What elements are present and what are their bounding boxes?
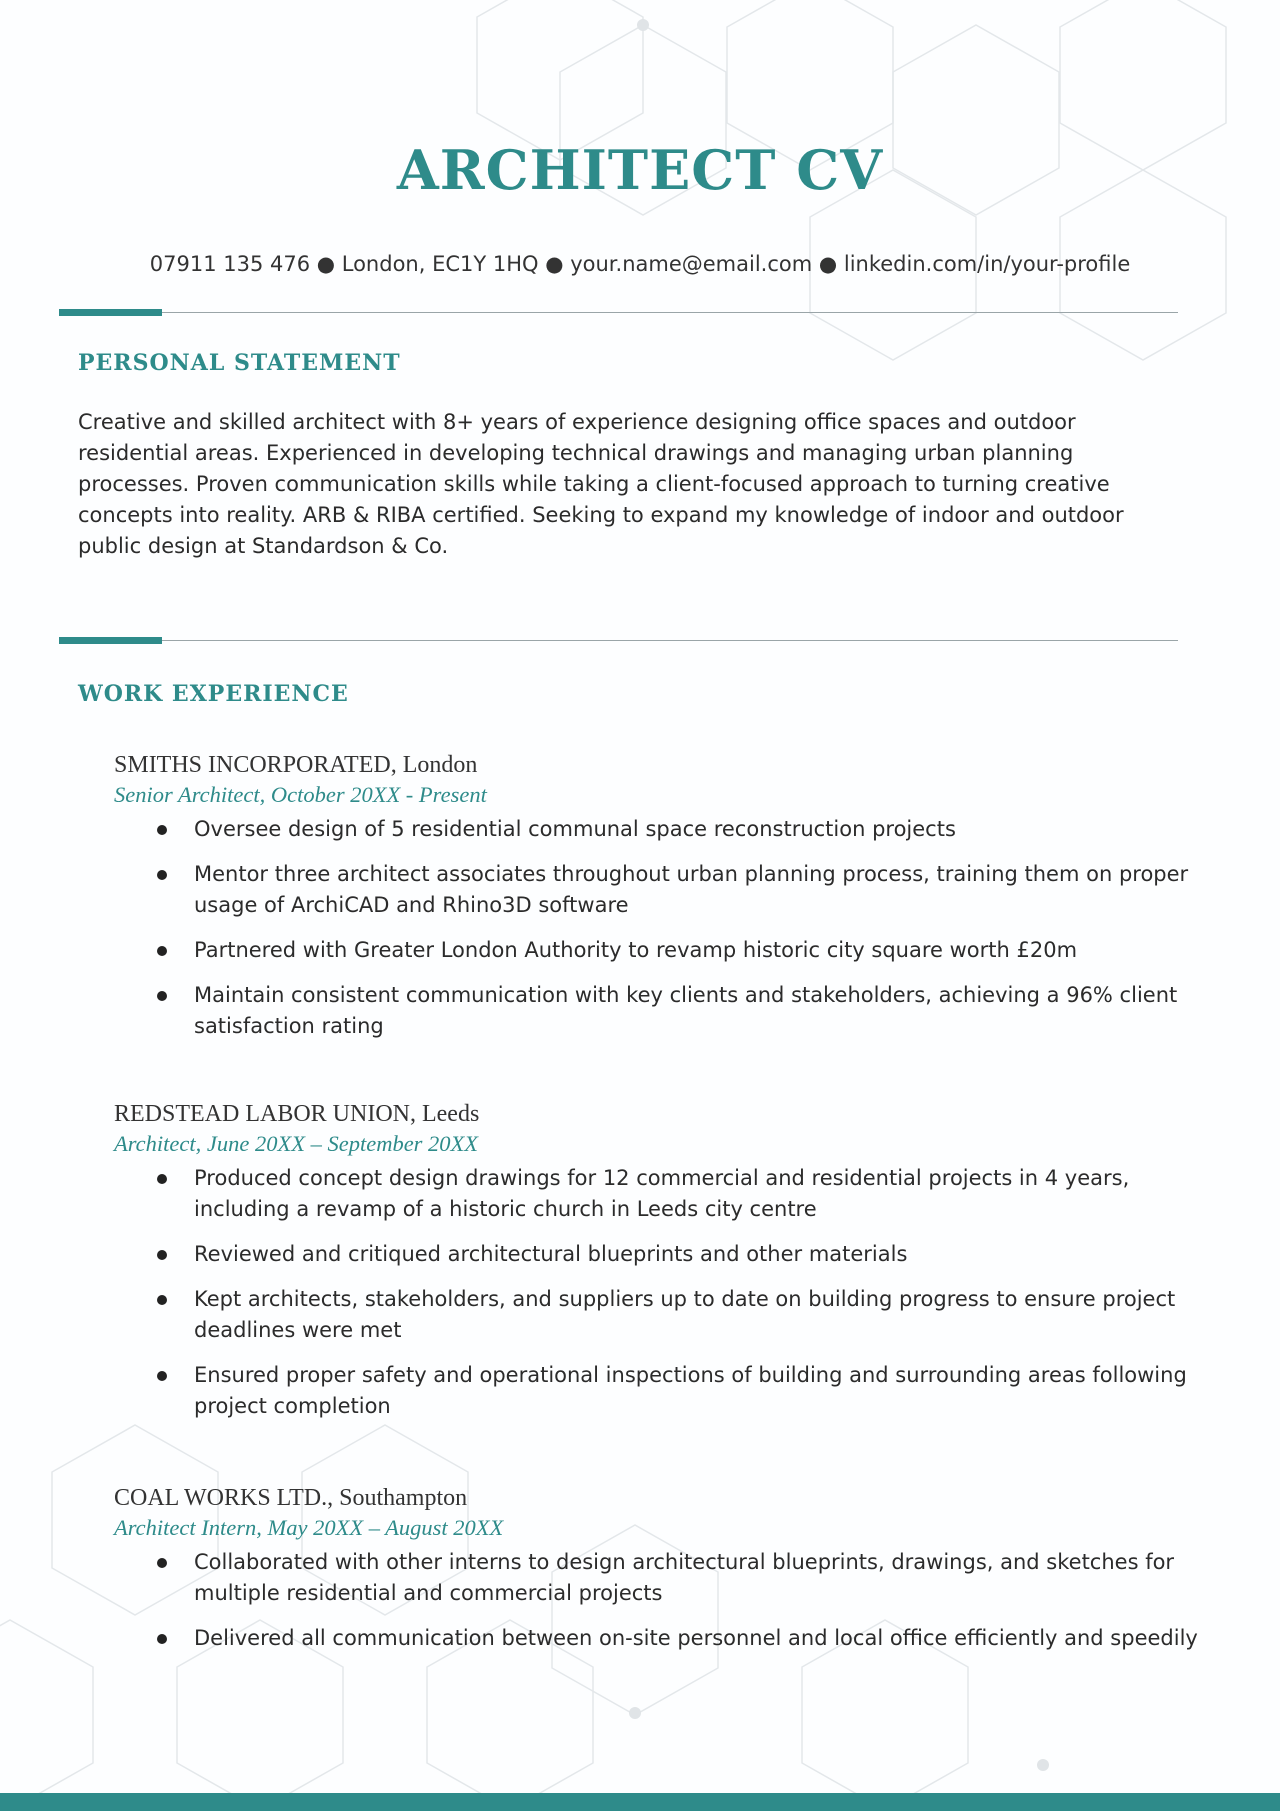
work-experience-heading: WORK EXPERIENCE [78, 681, 349, 707]
job-bullet-list [114, 814, 1204, 1042]
section-divider [59, 636, 1178, 644]
contact-line: 07911 135 476 ● London, EC1Y 1HQ ● your.name@email.com ● linkedin.com/in/your-profile [149, 252, 1131, 276]
job-bullet: Maintain consistent communication with key clients and stakeholders, achieving a 96% client satisfaction rating [114, 980, 1204, 1042]
job-bullet: Delivered all communication between on-site personnel and local office efficiently and speedily [114, 1623, 1204, 1654]
section-divider [59, 308, 1178, 316]
job-role: Architect Intern, May 20XX – August 20XX [114, 1515, 504, 1540]
job-bullet: Ensured proper safety and operational inspections of building and surrounding areas following project completion [114, 1360, 1204, 1422]
job-role: Architect, June 20XX – September 20XX [114, 1131, 479, 1156]
job-entry-coal-works [114, 1483, 1204, 1668]
job-company: REDSTEAD LABOR UNION, Leeds [114, 1101, 480, 1127]
job-bullet: Collaborated with other interns to design architectural blueprints, drawings, and sketches for multiple residential and commercial projects [114, 1547, 1204, 1609]
personal-statement-heading: PERSONAL STATEMENT [78, 350, 401, 376]
footer-accent-bar [0, 1793, 1280, 1811]
job-entry-redstead [114, 1099, 1204, 1436]
job-bullet: Oversee design of 5 residential communal space reconstruction projects [114, 814, 1204, 845]
job-entry-smiths [114, 750, 1204, 1056]
job-bullet: Reviewed and critiqued architectural blueprints and other materials [114, 1239, 1204, 1270]
job-company: COAL WORKS LTD., Southampton [114, 1485, 468, 1511]
job-bullet-list [114, 1547, 1204, 1654]
job-company: SMITHS INCORPORATED, London [114, 752, 478, 778]
job-bullet: Kept architects, stakeholders, and suppliers up to date on building progress to ensure project deadlines were met [114, 1284, 1204, 1346]
job-bullet: Produced concept design drawings for 12 commercial and residential projects in 4 years, including a revamp of a historic church in Leeds city centre [114, 1163, 1204, 1225]
job-role: Senior Architect, October 20XX - Present [114, 782, 487, 807]
personal-statement-text: Creative and skilled architect with 8+ years of experience designing office spaces and outdoor residential areas. Experienced in developing technical drawings and managing urban planning processes. Proven communication skills while taking a client-focused approach to turning creative concepts into reality. ARB & RIBA certified. Seeking to expand my knowledge of indoor and outdoor public design at Standardson & Co. [78, 410, 1124, 558]
job-bullet: Mentor three architect associates throughout urban planning process, training them on proper usage of ArchiCAD and Rhino3D software [114, 859, 1204, 921]
page-title: ARCHITECT CV [396, 138, 884, 202]
job-bullet-list [114, 1163, 1204, 1422]
job-bullet: Partnered with Greater London Authority to revamp historic city square worth £20m [114, 935, 1204, 966]
